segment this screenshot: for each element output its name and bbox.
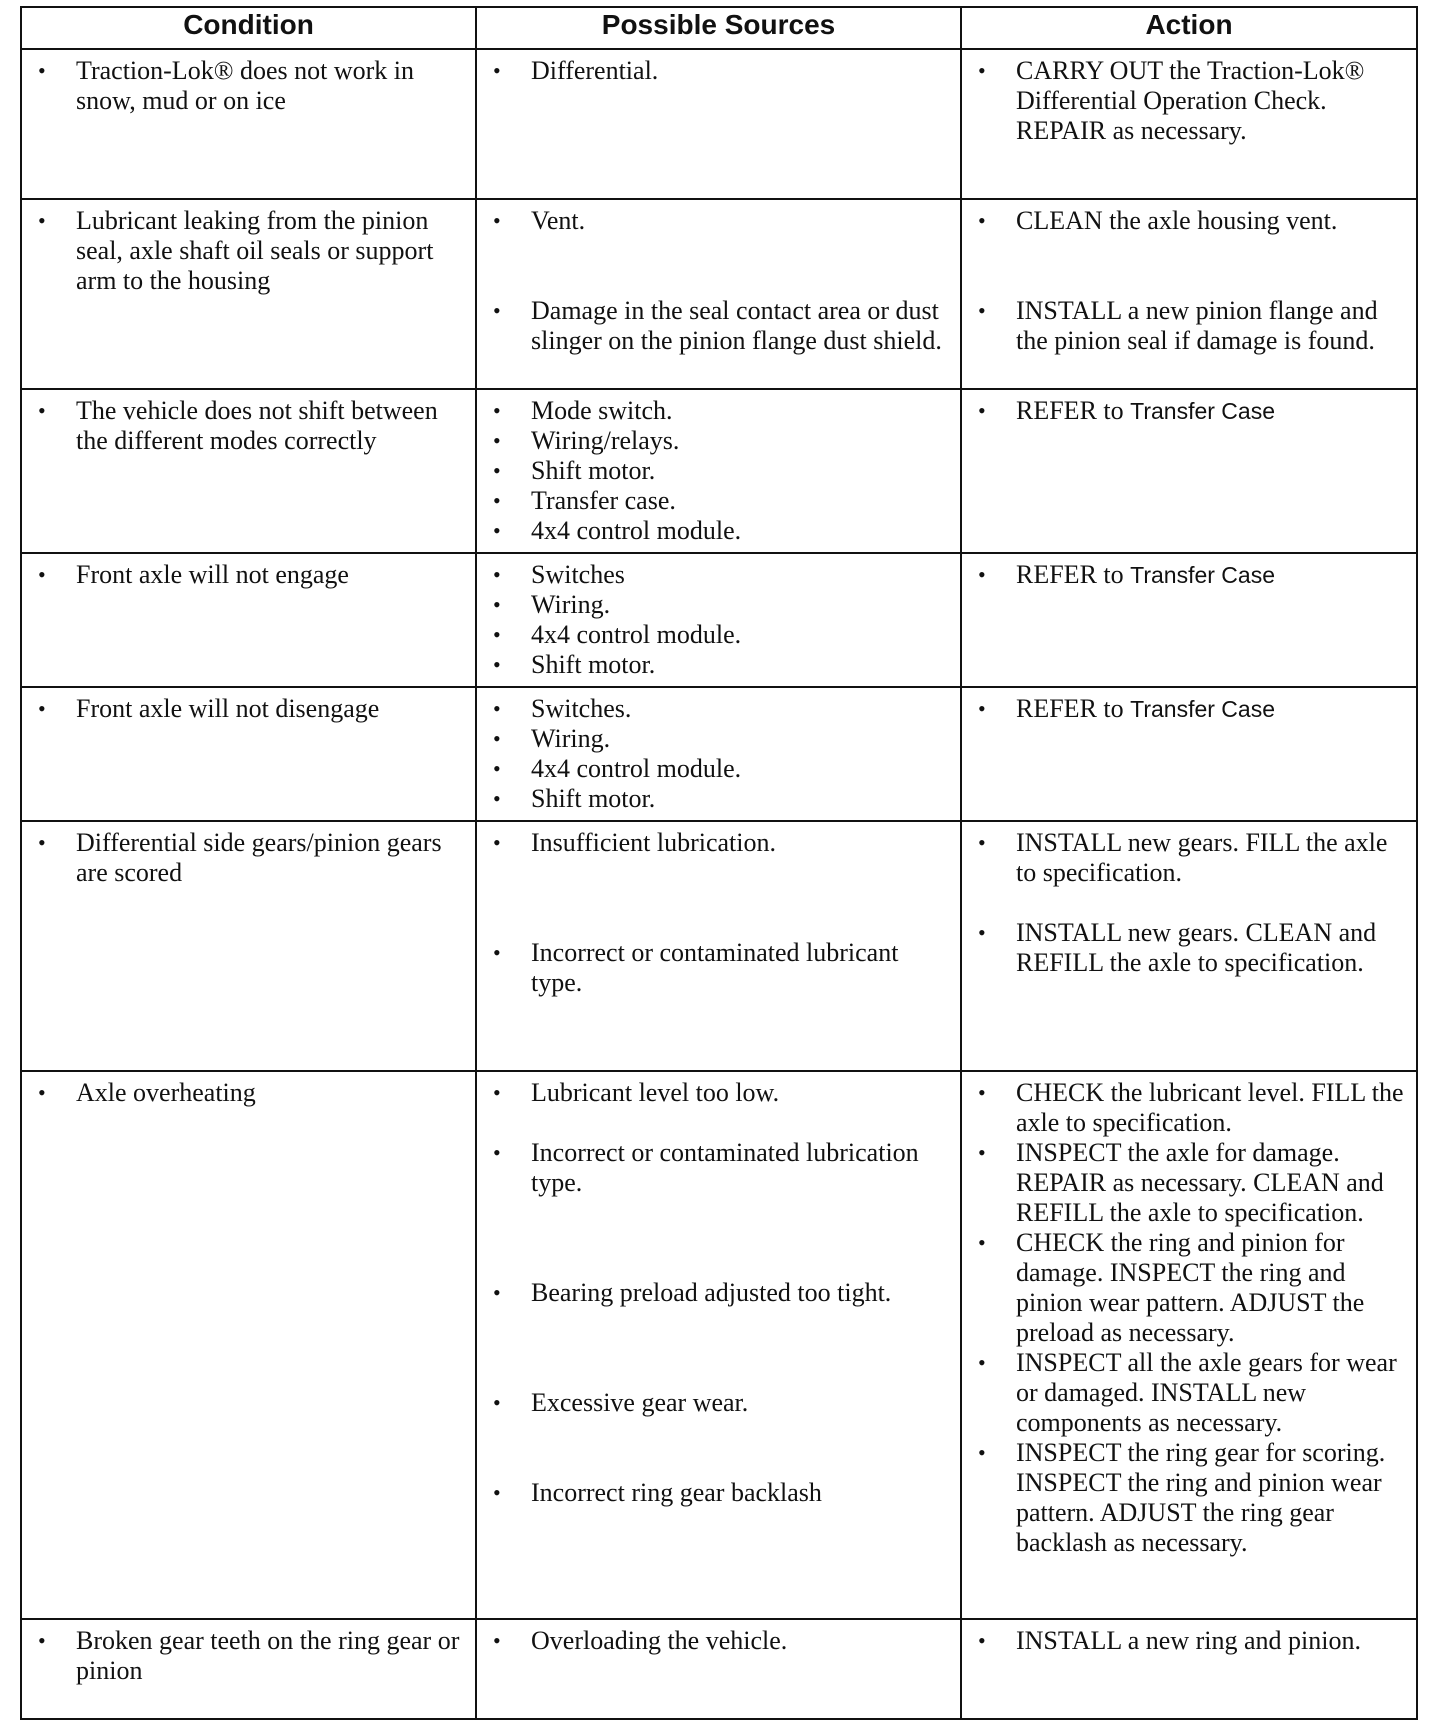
bullet-icon: •: [978, 1140, 986, 1165]
source-text: Mode switch.: [531, 396, 673, 425]
bullet-icon: •: [978, 830, 986, 855]
bullet-icon: •: [978, 1230, 986, 1255]
bullet-icon: •: [493, 1480, 501, 1505]
condition-cell: [21, 199, 476, 389]
table-row: [21, 821, 1417, 1071]
bullet-icon: •: [978, 398, 986, 423]
bullet-icon: •: [38, 830, 46, 855]
source-text: Excessive gear wear.: [531, 1388, 749, 1417]
action-text: INSTALL new gears. CLEAN and REFILL the axle to specification.: [1016, 918, 1377, 977]
action-cell: [961, 1619, 1417, 1719]
bullet-icon: •: [493, 830, 501, 855]
bullet-icon: •: [493, 1628, 501, 1653]
condition-text: Front axle will not engage: [76, 560, 349, 589]
bullet-icon: •: [493, 756, 501, 781]
sources-cell: [476, 199, 961, 389]
source-text: Switches: [531, 560, 625, 589]
bullet-icon: •: [978, 208, 986, 233]
sources-cell: [476, 1071, 961, 1619]
bullet-icon: •: [493, 398, 501, 423]
bullet-icon: •: [38, 562, 46, 587]
source-text: Shift motor.: [531, 650, 656, 679]
condition-text: Front axle will not disengage: [76, 694, 380, 723]
source-text: 4x4 control module.: [531, 516, 742, 545]
source-text: Incorrect ring gear backlash: [531, 1478, 822, 1507]
bullet-icon: •: [38, 58, 46, 83]
table-row: [21, 49, 1417, 199]
source-text: Bearing preload adjusted too tight.: [531, 1278, 892, 1307]
condition-cell: [21, 553, 476, 687]
transfer-case-reference: Transfer Case: [1130, 398, 1276, 424]
condition-cell: [21, 821, 476, 1071]
condition-cell: [21, 1619, 476, 1719]
action-text: CARRY OUT the Traction-Lok® Differential Operation Check. REPAIR as necessary.: [1016, 56, 1365, 145]
bullet-icon: •: [38, 398, 46, 423]
action-verb: REFER to: [1016, 396, 1124, 425]
sources-cell: [476, 49, 961, 199]
source-text: Wiring.: [531, 724, 611, 753]
source-text: Incorrect or contaminated lubrication type.: [531, 1138, 919, 1197]
action-text: INSPECT the ring gear for scoring. INSPECT the ring and pinion wear pattern. ADJUST the ring gear backlash as necessary.: [1016, 1438, 1386, 1557]
bullet-icon: •: [493, 298, 501, 323]
bullet-icon: •: [978, 1440, 986, 1465]
condition-cell: [21, 49, 476, 199]
condition-text: The vehicle does not shift between the different modes correctly: [76, 396, 438, 455]
bullet-icon: •: [493, 1140, 501, 1165]
condition-text: Lubricant leaking from the pinion seal, axle shaft oil seals or support arm to the housing: [76, 206, 434, 295]
source-text: 4x4 control module.: [531, 620, 742, 649]
header-action: Action: [961, 7, 1417, 49]
action-cell: [961, 199, 1417, 389]
bullet-icon: •: [978, 1628, 986, 1653]
table-row: [21, 553, 1417, 687]
bullet-icon: •: [493, 458, 501, 483]
bullet-icon: •: [493, 208, 501, 233]
action-verb: REFER to: [1016, 694, 1124, 723]
troubleshooting-page: [20, 6, 1416, 1724]
source-text: Insufficient lubrication.: [531, 828, 777, 857]
bullet-icon: •: [493, 786, 501, 811]
bullet-icon: •: [493, 1390, 501, 1415]
action-cell: [961, 49, 1417, 199]
condition-cell: [21, 687, 476, 821]
source-text: Overloading the vehicle.: [531, 1626, 788, 1655]
source-text: Shift motor.: [531, 784, 656, 813]
table-row: [21, 1619, 1417, 1719]
bullet-icon: •: [978, 696, 986, 721]
action-cell: [961, 687, 1417, 821]
bullet-icon: •: [493, 488, 501, 513]
source-text: Vent.: [531, 206, 586, 235]
header-condition: Condition: [21, 7, 476, 49]
action-cell: [961, 1071, 1417, 1619]
source-text: Incorrect or contaminated lubricant type.: [531, 938, 899, 997]
action-text: INSTALL new gears. FILL the axle to specification.: [1016, 828, 1388, 887]
source-text: 4x4 control module.: [531, 754, 742, 783]
table-row: [21, 199, 1417, 389]
bullet-icon: •: [493, 428, 501, 453]
bullet-icon: •: [493, 726, 501, 751]
bullet-icon: •: [978, 58, 986, 83]
table-row: [21, 389, 1417, 553]
bullet-icon: •: [493, 1080, 501, 1105]
action-text: CHECK the lubricant level. FILL the axle to specification.: [1016, 1078, 1404, 1137]
table-row: [21, 1071, 1417, 1619]
table-row: [21, 687, 1417, 821]
header-possible-sources: Possible Sources: [476, 7, 961, 49]
action-text: INSTALL a new ring and pinion.: [1016, 1626, 1361, 1655]
condition-cell: [21, 389, 476, 553]
source-text: Differential.: [531, 56, 659, 85]
sources-cell: [476, 821, 961, 1071]
action-cell: [961, 389, 1417, 553]
source-text: Lubricant level too low.: [531, 1078, 780, 1107]
condition-cell: [21, 1071, 476, 1619]
condition-text: Differential side gears/pinion gears are scored: [76, 828, 442, 887]
action-text: CHECK the ring and pinion for damage. INSPECT the ring and pinion wear pattern. ADJUST the preload as necessary.: [1016, 1228, 1365, 1347]
bullet-icon: •: [978, 562, 986, 587]
bullet-icon: •: [978, 1350, 986, 1375]
condition-text: Broken gear teeth on the ring gear or pinion: [76, 1626, 460, 1685]
transfer-case-reference: Transfer Case: [1130, 696, 1276, 722]
bullet-icon: •: [493, 58, 501, 83]
sources-cell: [476, 553, 961, 687]
action-text: INSPECT all the axle gears for wear or damaged. INSTALL new components as necessary.: [1016, 1348, 1397, 1437]
bullet-icon: •: [493, 652, 501, 677]
source-text: Transfer case.: [531, 486, 676, 515]
bullet-icon: •: [493, 592, 501, 617]
bullet-icon: •: [38, 1080, 46, 1105]
bullet-icon: •: [493, 622, 501, 647]
bullet-icon: •: [38, 1628, 46, 1653]
bullet-icon: •: [38, 208, 46, 233]
bullet-icon: •: [493, 562, 501, 587]
sources-cell: [476, 1619, 961, 1719]
action-cell: [961, 553, 1417, 687]
action-text: CLEAN the axle housing vent.: [1016, 206, 1338, 235]
bullet-icon: •: [38, 696, 46, 721]
source-text: Wiring.: [531, 590, 611, 619]
source-text: Wiring/relays.: [531, 426, 680, 455]
header-row: [21, 7, 1417, 49]
action-verb: REFER to: [1016, 560, 1124, 589]
action-cell: [961, 821, 1417, 1071]
action-text: INSPECT the axle for damage. REPAIR as necessary. CLEAN and REFILL the axle to specification.: [1016, 1138, 1384, 1227]
transfer-case-reference: Transfer Case: [1130, 562, 1276, 588]
bullet-icon: •: [978, 298, 986, 323]
source-text: Damage in the seal contact area or dust slinger on the pinion flange dust shield.: [531, 296, 942, 355]
bullet-icon: •: [493, 940, 501, 965]
condition-text: Traction-Lok® does not work in snow, mud or on ice: [76, 56, 414, 115]
bullet-icon: •: [493, 696, 501, 721]
sources-cell: [476, 389, 961, 553]
diagnosis-table: [20, 6, 1418, 1720]
bullet-icon: •: [493, 1280, 501, 1305]
source-text: Shift motor.: [531, 456, 656, 485]
sources-cell: [476, 687, 961, 821]
bullet-icon: •: [493, 518, 501, 543]
bullet-icon: •: [978, 1080, 986, 1105]
bullet-icon: •: [978, 920, 986, 945]
condition-text: Axle overheating: [76, 1078, 256, 1107]
action-text: INSTALL a new pinion flange and the pinion seal if damage is found.: [1016, 296, 1378, 355]
source-text: Switches.: [531, 694, 632, 723]
